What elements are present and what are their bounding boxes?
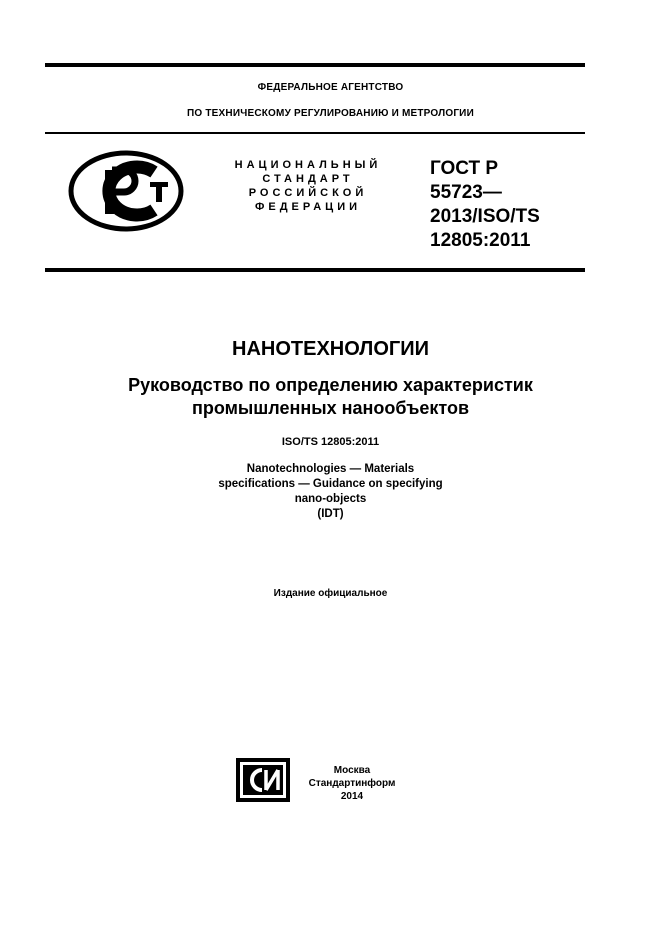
designation-line: 2013/ISO/TS [430, 206, 540, 227]
document-title: НАНОТЕХНОЛОГИИ [232, 338, 429, 360]
designation-line: ГОСТ Р [430, 158, 499, 179]
header-bottom-rule [45, 268, 585, 272]
pst-certification-mark-icon [68, 150, 184, 232]
english-title-line: nano-objects [294, 493, 367, 505]
top-rule [45, 63, 585, 67]
national-standard-line: ФЕДЕРАЦИИ [254, 201, 362, 213]
designation-line: 12805:2011 [430, 230, 531, 251]
english-title [0, 462, 661, 522]
national-standard-label [218, 158, 398, 214]
iso-reference: ISO/TS 12805:2011 [281, 436, 380, 448]
subtitle-line: Руководство по определению характеристик [128, 375, 533, 395]
national-standard-line: НАЦИОНАЛЬНЫЙ [234, 159, 382, 171]
standartinform-logo-icon [236, 758, 290, 802]
document-subtitle [0, 374, 661, 420]
agency-line-1: ФЕДЕРАЛЬНОЕ АГЕНТСТВО [257, 82, 404, 93]
publisher-name: Стандартинформ [308, 778, 396, 789]
english-title-line: specifications — Guidance on specifying [218, 478, 443, 490]
header-divider [45, 132, 585, 134]
edition-label: Издание официальное [273, 588, 388, 599]
national-standard-line: РОССИЙСКОЙ [248, 187, 368, 199]
english-title-line: (IDT) [317, 508, 344, 520]
publisher-block [300, 764, 404, 803]
national-standard-line: СТАНДАРТ [262, 173, 354, 185]
english-title-line: Nanotechnologies — Materials [246, 463, 415, 475]
standard-designation [430, 157, 590, 253]
designation-line: 55723— [430, 182, 502, 203]
agency-line-2: ПО ТЕХНИЧЕСКОМУ РЕГУЛИРОВАНИЮ И МЕТРОЛОГИИ [187, 108, 474, 119]
publisher-city: Москва [333, 765, 371, 776]
subtitle-line: промышленных нанообъектов [191, 398, 470, 418]
publisher-year: 2014 [340, 791, 364, 802]
